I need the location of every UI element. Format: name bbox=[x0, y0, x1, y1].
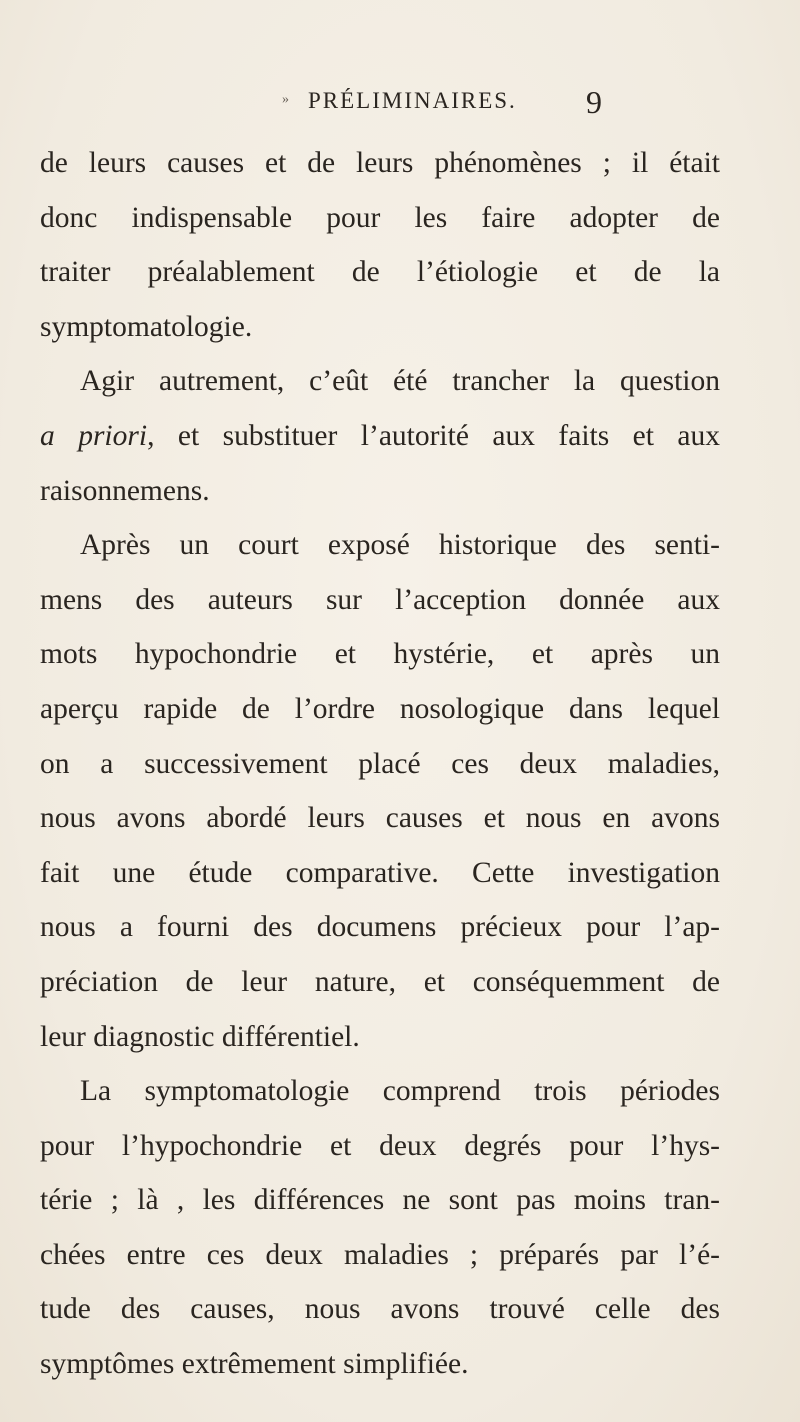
body-text bbox=[40, 136, 720, 1392]
text-line: leur diagnostic différentiel. bbox=[40, 1020, 360, 1053]
text-line: La symptomatologie comprend trois périodes bbox=[80, 1075, 720, 1108]
text-line: tude des causes, nous avons trouvé celle des bbox=[40, 1293, 720, 1326]
printer-mark: » bbox=[282, 92, 289, 107]
text-line: préciation de leur nature, et conséquemment de bbox=[40, 965, 720, 998]
page-number: 9 bbox=[586, 84, 602, 120]
text-line: traiter préalablement de l’étiologie et de la bbox=[40, 256, 720, 289]
text-line: mens des auteurs sur l’acception donnée aux bbox=[40, 583, 720, 616]
text-line: nous a fourni des documens précieux pour l’ap- bbox=[40, 911, 720, 944]
running-title: PRÉLIMINAIRES. bbox=[308, 88, 517, 113]
text-line: fait une étude comparative. Cette investigation bbox=[40, 856, 720, 889]
text-line: pour l’hypochondrie et deux degrés pour l’hys- bbox=[40, 1129, 720, 1162]
text-line: symptômes extrêmement simplifiée. bbox=[40, 1348, 469, 1381]
text-line: Agir autrement, c’eût été trancher la question bbox=[80, 365, 720, 398]
text-line-rest: , et substituer l’autorité aux faits et aux bbox=[147, 419, 720, 452]
text-line: mots hypochondrie et hystérie, et après un bbox=[40, 638, 720, 671]
text-line: donc indispensable pour les faire adopter de bbox=[40, 201, 720, 234]
italic-phrase: a priori bbox=[40, 419, 148, 452]
text-line: aperçu rapide de l’ordre nosologique dans lequel bbox=[40, 692, 720, 725]
text-line: symptomatologie. bbox=[40, 310, 253, 343]
running-head bbox=[0, 84, 800, 128]
text-line: nous avons abordé leurs causes et nous en avons bbox=[40, 802, 720, 835]
text-line: on a successivement placé ces deux maladies, bbox=[40, 747, 720, 780]
text-line: chées entre ces deux maladies ; préparés par l’é- bbox=[40, 1238, 720, 1271]
text-line: Après un court exposé historique des senti- bbox=[80, 529, 720, 562]
text-line: térie ; là , les différences ne sont pas moins tran- bbox=[40, 1184, 720, 1217]
text-line: de leurs causes et de leurs phénomènes ; il était bbox=[40, 147, 720, 179]
text-line bbox=[40, 409, 720, 464]
text-line: raisonnemens. bbox=[40, 474, 210, 507]
